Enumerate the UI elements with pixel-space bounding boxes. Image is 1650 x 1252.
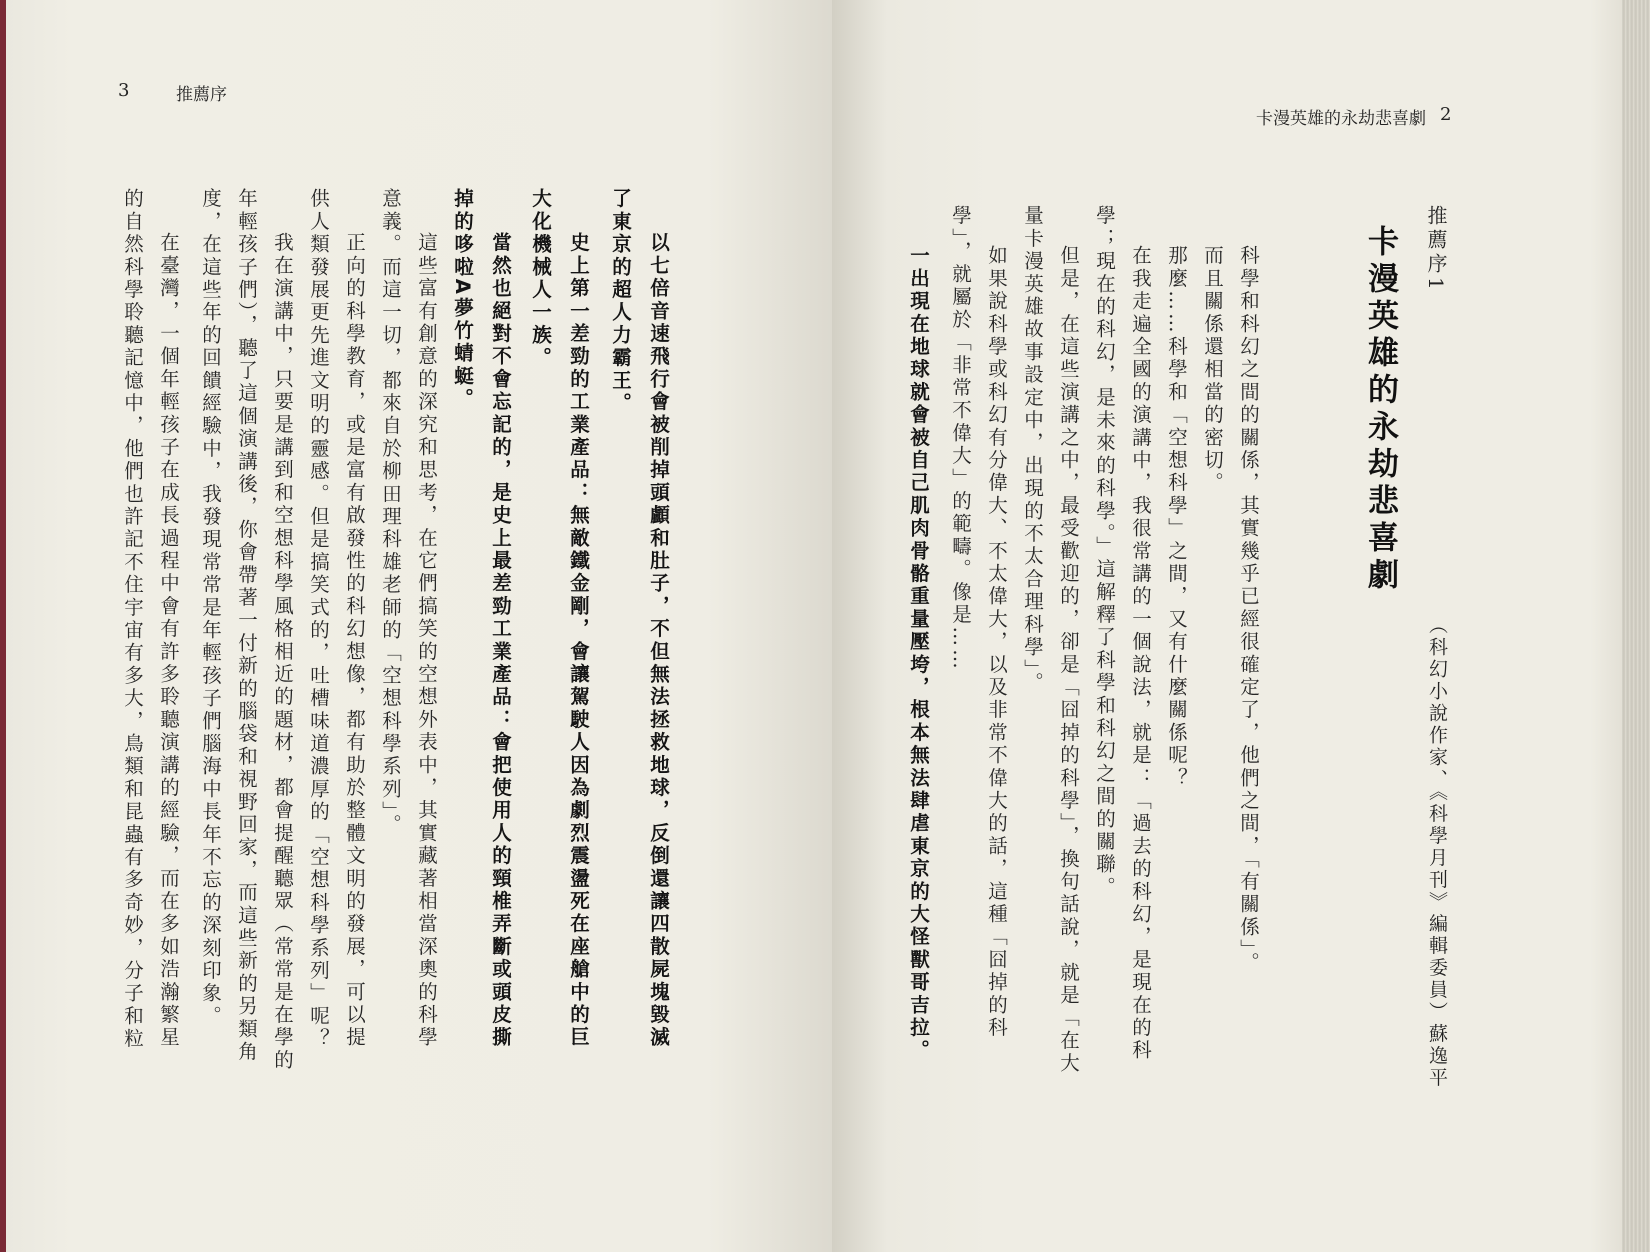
- left-column-11: 我在演講中，只要是講到和空想科學風格相近的題材，都會提醒聽眾（常常是在學的: [271, 232, 294, 1072]
- left-column-10: 供人類發展更先進文明的靈感。但是搞笑式的，吐槽味道濃厚的「空想科學系列」呢？: [307, 188, 330, 1051]
- page-edges: [1622, 0, 1650, 1252]
- left-page-number: 3: [118, 80, 130, 101]
- right-column-2: 而且關係還相當的密切。: [1201, 245, 1224, 495]
- essay-author: （科幻小說作家、《科學月刊》編輯委員）蘇逸平: [1426, 615, 1448, 1090]
- left-page: [6, 0, 832, 1252]
- left-column-8: 意義。而這一切，都來自於柳田理科雄老師的「空想科學系列」。: [379, 188, 402, 837]
- left-column-3: 史上第一差勁的工業產品：無敵鐵金剛，會讓駕駛人因為劇烈震盪死在座艙中的巨: [567, 232, 590, 1050]
- left-column-1: 以七倍音速飛行會被削掉頭顱和肚子，不但無法拯救地球，反倒還讓四散屍塊毀滅: [647, 232, 670, 1050]
- right-column-1: 科學和科幻之間的關係，其實幾乎已經很確定了，他們之間，「有關係」。: [1237, 245, 1260, 975]
- left-column-7: 這些富有創意的深究和思考，在它們搞笑的空想外表中，其實藏著相當深奧的科學: [415, 232, 438, 1050]
- left-column-9: 正向的科學教育，或是富有啟發性的科幻想像，都有助於整體文明的發展，可以提: [343, 232, 366, 1050]
- left-column-2: 了東京的超人力霸王。: [609, 188, 632, 415]
- left-column-15: 的自然科學聆聽記憶中，他們也許記不住宇宙有多大，鳥類和昆蟲有多奇妙，分子和粒: [121, 188, 144, 1051]
- left-column-13: 度，在這些年的回饋經驗中，我發現常常是年輕孩子們腦海中長年不忘的深刻印象。: [199, 188, 222, 1028]
- essay-label: 推薦序1: [1424, 205, 1448, 294]
- right-column-7: 量卡漫英雄故事設定中，出現的不太合理科學」。: [1021, 205, 1044, 695]
- left-running-head: 推薦序: [176, 85, 227, 105]
- essay-title: 卡漫英雄的永劫悲喜劇: [1362, 225, 1398, 595]
- right-column-9: 學」，就屬於「非常不偉大」的範疇。像是……: [949, 205, 972, 672]
- right-column-6: 但是，在這些演講之中，最受歡迎的，卻是「囧掉的科學」，換句話說，就是「在大: [1057, 245, 1080, 1076]
- right-column-10: 一出現在地球就會被自己肌肉骨骼重量壓垮，根本無法肆虐東京的大怪獸哥吉拉。: [907, 245, 930, 1063]
- right-running-head: 卡漫英雄的永劫悲喜劇: [1256, 109, 1426, 129]
- left-column-4: 大化機械人一族。: [529, 188, 552, 370]
- right-page: [832, 0, 1622, 1252]
- right-column-3: 那麼……科學和「空想科學」之間，又有什麼關係呢？: [1165, 245, 1188, 790]
- left-column-12: 年輕孩子們），聽了這個演講後，你會帶著一付新的腦袋和視野回家，而這些新的另類角: [235, 188, 258, 1064]
- right-page-number: 2: [1440, 104, 1452, 125]
- right-column-5: 學；現在的科幻，是未來的科學。」這解釋了科學和科幻之間的關聯。: [1093, 205, 1116, 899]
- left-column-5: 當然也絕對不會忘記的，是史上最差勁工業產品：會把使用人的頸椎弄斷或頭皮撕: [489, 232, 512, 1050]
- right-column-8: 如果說科學或科幻有分偉大、不太偉大，以及非常不偉大的話，這種「囧掉的科: [985, 245, 1008, 1040]
- left-column-14: 在臺灣，一個年輕孩子在成長過程中會有許多聆聽演講的經驗，而在多如浩瀚繁星: [157, 232, 180, 1050]
- right-column-4: 在我走遍全國的演講中，我很常講的一個說法，就是：「過去的科幻，是現在的科: [1129, 245, 1152, 1063]
- left-column-6: 掉的哆啦A夢竹蜻蜓。: [451, 188, 474, 411]
